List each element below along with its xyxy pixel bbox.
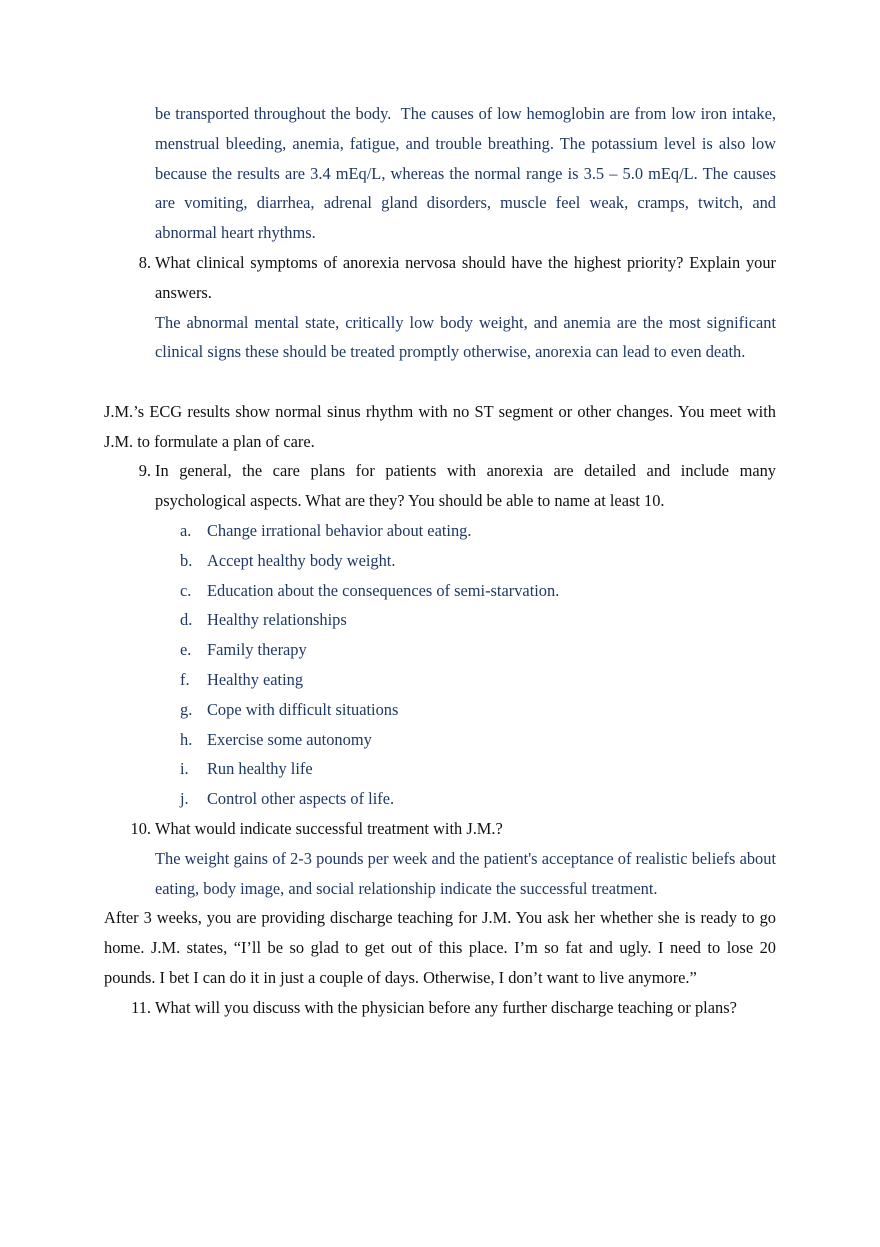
list-item	[104, 695, 776, 725]
list-item-text: Change irrational behavior about eating.	[207, 521, 472, 540]
list-item-letter: h.	[180, 729, 193, 749]
question-10	[104, 814, 776, 903]
list-item	[104, 576, 776, 606]
question-text: In general, the care plans for patients with anorexia are detailed and include many psychological aspects. What are they? You should be able to name at least 10.	[155, 461, 776, 510]
list-item-letter: c.	[180, 580, 192, 600]
list-item	[104, 784, 776, 814]
list-item	[104, 516, 776, 546]
question-9	[104, 456, 776, 516]
list-item-letter: b.	[180, 550, 193, 570]
answer-text: The weight gains of 2-3 pounds per week and the patient's acceptance of realistic beliefs about eating, body image, and social relationship indicate the successful treatment.	[155, 848, 776, 898]
question-text: What clinical symptoms of anorexia nervosa should have the highest priority? Explain your answers.	[155, 253, 776, 302]
list-item	[104, 665, 776, 695]
list-item	[104, 605, 776, 635]
answer-text: be transported throughout the body. The causes of low hemoglobin are from low iron intake, menstrual bleeding, anemia, fatigue, and trouble breathing. The potassium level is also low because the results are 3.4 mEq/L, whereas the normal range is 3.5 – 5.0 mEq/L. The causes are vomiting, diarrhea, adrenal gland disorders, muscle feel weak, cramps, twitch, and abnormal heart rhythms.	[155, 104, 776, 243]
list-item-letter: e.	[180, 640, 192, 660]
question-number: 10.	[130, 819, 151, 838]
list-item-letter: g.	[180, 699, 193, 719]
list-item-text: Accept healthy body weight.	[207, 550, 396, 570]
list-item-text: Run healthy life	[207, 759, 313, 779]
question-11	[104, 993, 776, 1023]
list-item-text: Education about the consequences of semi-starvation.	[207, 580, 560, 600]
question-number: 8.	[138, 253, 151, 272]
question-text: What will you discuss with the physician before any further discharge teaching or plans?	[155, 998, 737, 1017]
question-number: 9.	[138, 461, 151, 480]
list-item-letter: f.	[180, 669, 190, 689]
list-item	[104, 635, 776, 665]
list-item-letter: d.	[180, 610, 193, 630]
list-item-letter: j.	[180, 789, 189, 809]
continued-answer	[104, 99, 776, 248]
answer-text: The abnormal mental state, critically low body weight, and anemia are the most significant clinical signs these should be treated promptly otherwise, anorexia can lead to even death.	[155, 312, 776, 362]
narrative-paragraph: After 3 weeks, you are providing discharge teaching for J.M. You ask her whether she is ready to go home. J.M. states, “I’ll be so glad to get out of this place. I’m so fat and ugly. I need to lose 20 pounds. I bet I can do it in just a couple of days. Otherwise, I don’t want to live anymore.”	[104, 908, 776, 987]
question-8	[104, 248, 776, 367]
question-number: 11.	[131, 998, 151, 1017]
list-item-text: Control other aspects of life.	[207, 789, 395, 809]
list-item-text: Healthy eating	[207, 669, 304, 689]
list-item-letter: a.	[180, 521, 192, 540]
narrative-paragraph: J.M.’s ECG results show normal sinus rhythm with no ST segment or other changes. You meet with J.M. to formulate a plan of care.	[104, 402, 776, 451]
list-item	[104, 754, 776, 784]
list-item-text: Family therapy	[207, 640, 307, 660]
list-item-text: Healthy relationships	[207, 610, 347, 630]
list-item	[104, 725, 776, 755]
question-text: What would indicate successful treatment with J.M.?	[155, 819, 503, 838]
list-item-text: Cope with difficult situations	[207, 699, 399, 719]
list-item	[104, 546, 776, 576]
list-item-text: Exercise some autonomy	[207, 729, 372, 749]
answer-list	[104, 516, 776, 814]
list-item-letter: i.	[180, 759, 189, 779]
